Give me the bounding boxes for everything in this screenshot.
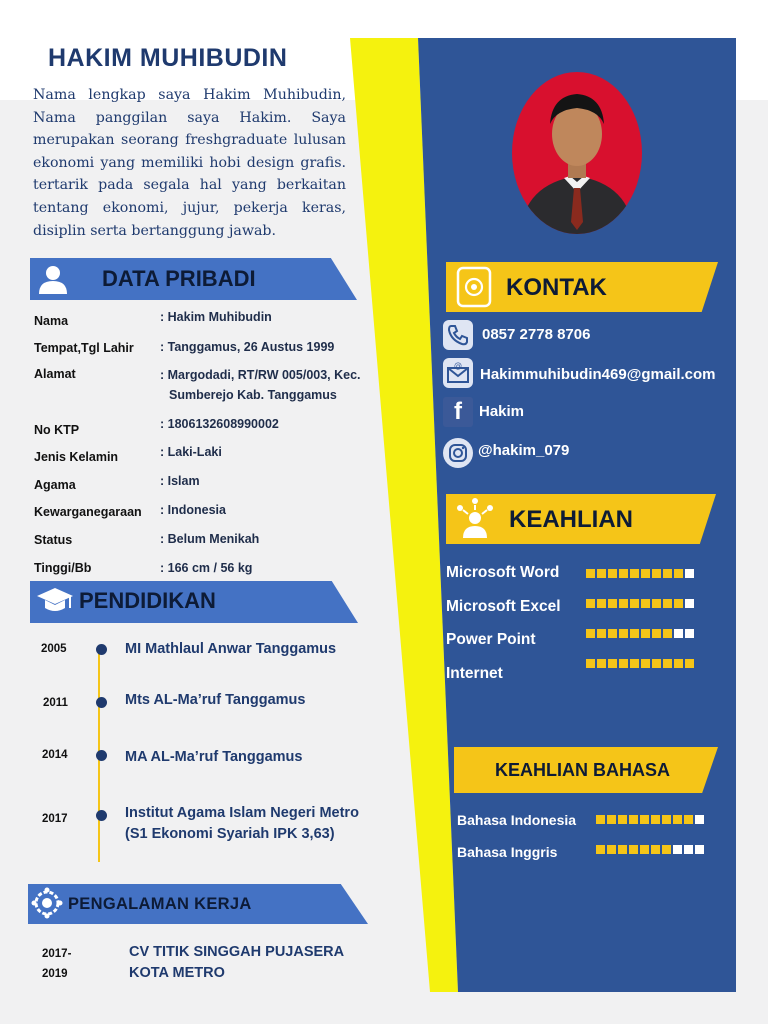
timeline-dot — [96, 810, 107, 821]
rating-square-filled — [597, 599, 606, 608]
rating-square-empty — [695, 845, 704, 854]
facebook-name[interactable]: Hakim — [479, 403, 525, 420]
rating-square-filled — [630, 569, 639, 578]
rating-square-filled — [619, 569, 628, 578]
email-icon — [443, 358, 473, 388]
rating-square-filled — [652, 659, 661, 668]
bahasa-title: KEAHLIAN BAHASA — [495, 760, 670, 780]
rating-square-filled — [651, 845, 660, 854]
skill-rating — [586, 629, 694, 638]
row-value: : 1806132608990002 — [160, 417, 279, 431]
work-year-line2: 2019 — [42, 968, 68, 980]
timeline-dot — [96, 697, 107, 708]
rating-square-filled — [629, 815, 638, 824]
row-value: : Indonesia — [160, 503, 226, 517]
row-value: : Tanggamus, 26 Austus 1999 — [160, 340, 335, 354]
profile-photo — [512, 72, 642, 234]
rating-square-filled — [652, 629, 661, 638]
rating-square-empty — [684, 845, 693, 854]
row-label: No KTP — [34, 423, 80, 437]
rating-square-filled — [674, 599, 683, 608]
timeline-year: 2011 — [43, 697, 68, 709]
pengalaman-title: PENGALAMAN KERJA — [68, 895, 252, 913]
rating-square-filled — [640, 845, 649, 854]
rating-square-filled — [662, 845, 671, 854]
rating-square-empty — [685, 629, 694, 638]
instagram-handle[interactable]: @hakim_079 — [478, 442, 570, 459]
timeline-dot — [96, 644, 107, 655]
instagram-icon — [443, 438, 473, 468]
row-value: : Islam — [160, 474, 200, 488]
graduation-cap-icon — [36, 586, 74, 618]
school-name: Institut Agama Islam Negeri Metro — [125, 805, 359, 821]
rating-square-filled — [586, 599, 595, 608]
row-value-line2: Sumberejo Kab. Tanggamus — [169, 388, 337, 402]
rating-square-filled — [674, 569, 683, 578]
rating-square-filled — [619, 599, 628, 608]
rating-square-filled — [663, 599, 672, 608]
phone-icon — [443, 320, 473, 350]
user-icon — [36, 262, 70, 296]
row-value: : 166 cm / 56 kg — [160, 561, 253, 575]
rating-square-filled — [608, 569, 617, 578]
timeline-year: 2017 — [42, 813, 68, 825]
rating-square-filled — [641, 659, 650, 668]
rating-square-filled — [618, 815, 627, 824]
language-rating — [596, 845, 704, 854]
language-name: Bahasa Inggris — [457, 844, 558, 860]
rating-square-filled — [596, 815, 605, 824]
rating-square-filled — [619, 659, 628, 668]
row-label: Tempat,Tgl Lahir — [34, 341, 134, 355]
row-label: Status — [34, 533, 73, 547]
school-name: MA AL-Ma’ruf Tanggamus — [125, 749, 303, 765]
skill-name: Internet — [446, 665, 503, 682]
rating-square-filled — [663, 629, 672, 638]
row-value: : Hakim Muhibudin — [160, 310, 272, 324]
rating-square-empty — [673, 845, 682, 854]
work-place-line2: KOTA METRO — [129, 965, 225, 981]
rating-square-filled — [640, 815, 649, 824]
rating-square-empty — [685, 569, 694, 578]
rating-square-filled — [597, 569, 606, 578]
rating-square-filled — [652, 569, 661, 578]
rating-square-filled — [607, 845, 616, 854]
skill-name: Microsoft Word — [446, 564, 560, 581]
work-place: CV TITIK SINGGAH PUJASERA — [129, 944, 345, 960]
facebook-icon: f — [443, 397, 473, 427]
timeline-year: 2005 — [41, 643, 67, 655]
timeline-year: 2014 — [42, 749, 68, 761]
data-pribadi-title: DATA PRIBADI — [102, 266, 256, 291]
person-name: HAKIM MUHIBUDIN — [48, 44, 288, 72]
rating-square-filled — [673, 815, 682, 824]
pendidikan-title: PENDIDIKAN — [79, 588, 216, 613]
timeline-dot — [96, 750, 107, 761]
rating-square-filled — [597, 629, 606, 638]
rating-square-filled — [641, 629, 650, 638]
rating-square-filled — [619, 629, 628, 638]
row-label: Nama — [34, 314, 69, 328]
rating-square-filled — [607, 815, 616, 824]
keahlian-title: KEAHLIAN — [509, 506, 633, 533]
rating-square-filled — [630, 629, 639, 638]
network-gear-icon — [31, 887, 63, 919]
row-label: Jenis Kelamin — [34, 450, 119, 464]
phone-number[interactable]: 0857 2778 8706 — [482, 326, 591, 343]
skill-name: Power Point — [446, 631, 536, 648]
rating-square-filled — [641, 599, 650, 608]
skill-rating — [586, 569, 694, 578]
rating-square-filled — [608, 659, 617, 668]
rating-square-filled — [685, 659, 694, 668]
language-rating — [596, 815, 704, 824]
rating-square-filled — [663, 659, 672, 668]
rating-square-filled — [630, 659, 639, 668]
rating-square-filled — [652, 599, 661, 608]
rating-square-filled — [641, 569, 650, 578]
row-label: Agama — [34, 478, 76, 492]
kontak-title: KONTAK — [506, 274, 607, 301]
rating-square-filled — [608, 629, 617, 638]
language-name: Bahasa Indonesia — [457, 812, 577, 828]
address-book-icon — [455, 266, 493, 308]
rating-square-filled — [674, 659, 683, 668]
rating-square-filled — [662, 815, 671, 824]
rating-square-empty — [674, 629, 683, 638]
skills-person-icon — [452, 496, 498, 540]
about-text: Nama lengkap saya Hakim Muhibudin, Nama panggilan saya Hakim. Saya merupakan seorang freshgraduate lulusan ekonomi yang memiliki hobi design grafis. tertarik pada segala hal yang berkaitan tentang ekonomi, jujur, pekerja keras, disiplin serta bertanggung jawab. — [33, 87, 346, 239]
rating-square-filled — [586, 629, 595, 638]
school-name-line2: (S1 Ekonomi Syariah IPK 3,63) — [125, 826, 335, 842]
rating-square-filled — [663, 569, 672, 578]
rating-square-filled — [586, 659, 595, 668]
rating-square-filled — [651, 815, 660, 824]
rating-square-filled — [630, 599, 639, 608]
email-address[interactable]: Hakimmuhibudin469@gmail.com — [480, 366, 716, 383]
row-value: : Margodadi, RT/RW 005/003, Kec. — [160, 368, 361, 382]
rating-square-filled — [608, 599, 617, 608]
row-value: : Belum Menikah — [160, 532, 260, 546]
skill-rating — [586, 659, 694, 668]
work-year: 2017- — [42, 948, 72, 960]
rating-square-empty — [695, 815, 704, 824]
rating-square-filled — [596, 845, 605, 854]
row-label: Tinggi/Bb — [34, 561, 92, 575]
skill-name: Microsoft Excel — [446, 598, 561, 615]
school-name: MI Mathlaul Anwar Tanggamus — [125, 641, 337, 657]
row-value: : Laki-Laki — [160, 445, 222, 459]
rating-square-filled — [629, 845, 638, 854]
svg-text:@: @ — [454, 361, 462, 370]
row-label: Kewarganegaraan — [34, 505, 142, 519]
rating-square-filled — [586, 569, 595, 578]
rating-square-filled — [597, 659, 606, 668]
rating-square-empty — [685, 599, 694, 608]
school-name: Mts AL-Ma’ruf Tanggamus — [125, 692, 306, 708]
skill-rating — [586, 599, 694, 608]
rating-square-filled — [618, 845, 627, 854]
rating-square-filled — [684, 815, 693, 824]
row-label: Alamat — [34, 367, 76, 381]
